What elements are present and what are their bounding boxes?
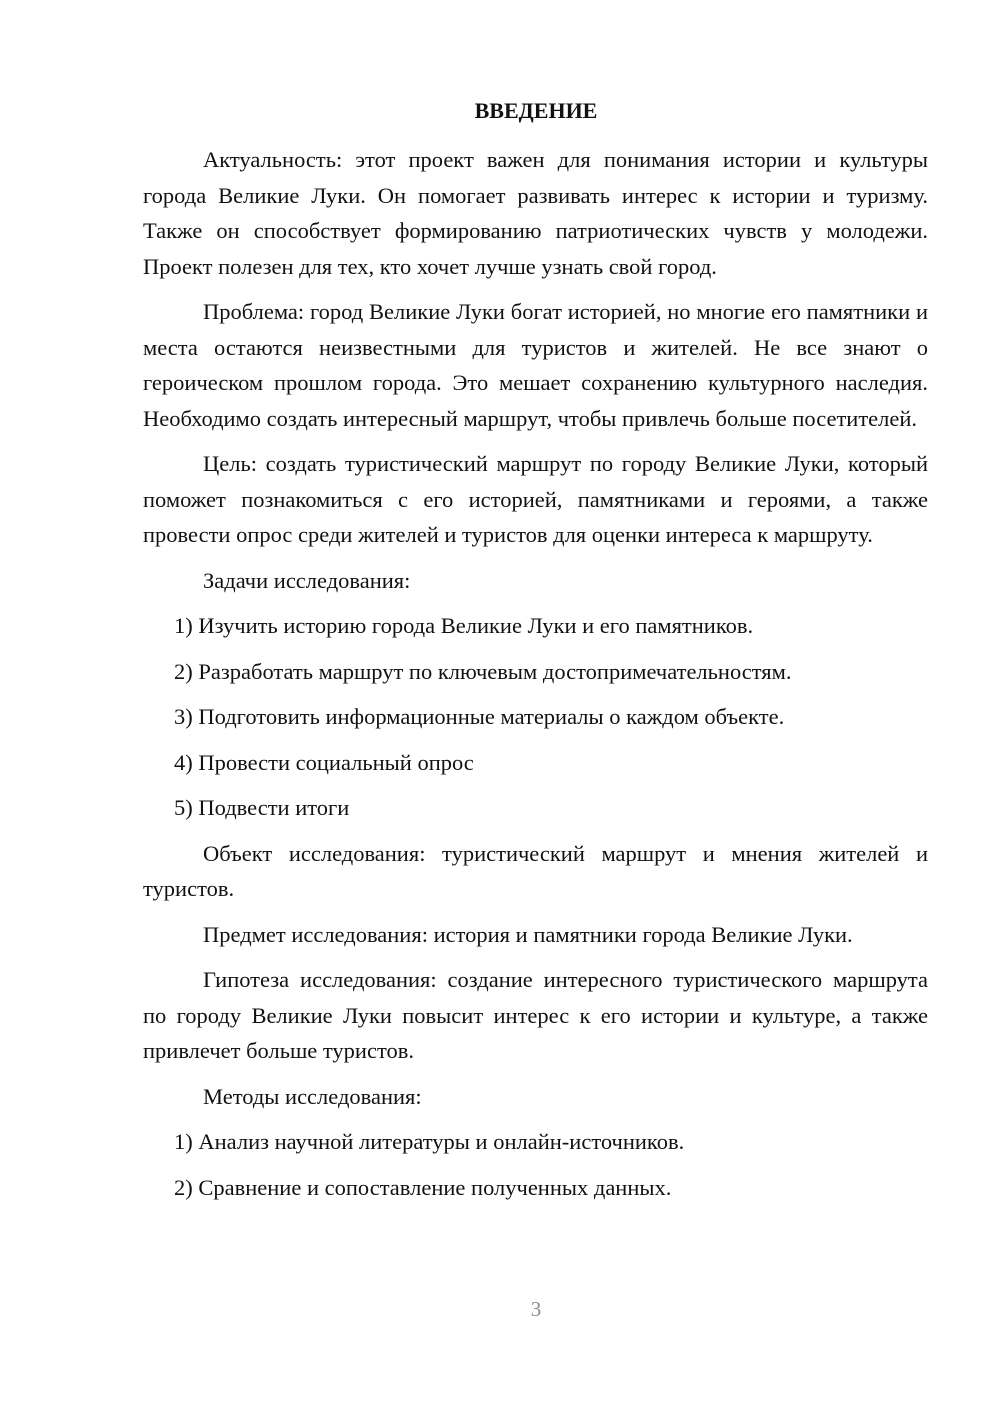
task-item-1: 1) Изучить историю города Великие Луки и его памятников. xyxy=(174,613,754,638)
methods-heading: Методы исследования: xyxy=(203,1083,422,1109)
task-item-4: 4) Провести социальный опрос xyxy=(174,749,474,775)
paragraph-hypothesis: Гипотеза исследования: создание интересного туристического маршрута по городу Великие Луки повысит интерес к его истории и культуре, а также привлечет больше туристов. xyxy=(143,967,928,1063)
paragraph-object: Объект исследования: туристический маршрут и мнения жителей и туристов. xyxy=(143,840,928,901)
paragraph-problem: Проблема: город Великие Луки богат историей, но многие его памятники и места остаются неизвестными для туристов и жителей. Не все знают о героическом прошлом города. Это мешает сохранению культурного наследия. Необходимо создать интересный маршрут, чтобы привлечь больше посетителей. xyxy=(143,299,928,431)
method-item-2: 2) Сравнение и сопоставление полученных данных. xyxy=(174,1174,672,1200)
document-body xyxy=(143,142,928,1215)
page-title: ВВЕДЕНИЕ xyxy=(474,98,598,123)
task-item-3: 3) Подготовить информационные материалы о каждом объекте. xyxy=(174,704,785,729)
task-item-2: 2) Разработать маршрут по ключевым достопримечательностям. xyxy=(174,658,792,684)
paragraph-subject: Предмет исследования: история и памятники города Великие Луки. xyxy=(203,921,853,947)
paragraph-goal: Цель: создать туристический маршрут по городу Великие Луки, который поможет познакомиться с его историей, памятниками и героями, а также провести опрос среди жителей и туристов для оценки интереса к маршруту. xyxy=(143,451,928,547)
method-item-1: 1) Анализ научной литературы и онлайн-источников. xyxy=(174,1129,685,1154)
tasks-heading: Задачи исследования: xyxy=(203,567,411,593)
task-item-5: 5) Подвести итоги xyxy=(174,795,350,820)
page-number: 3 xyxy=(530,1297,542,1321)
paragraph-relevance: Актуальность: этот проект важен для понимания истории и культуры города Великие Луки. Он помогает развивать интерес к истории и туризму. Также он способствует формированию патриотических чувств у молодежи. Проект полезен для тех, кто хочет лучше узнать свой город. xyxy=(143,147,928,279)
